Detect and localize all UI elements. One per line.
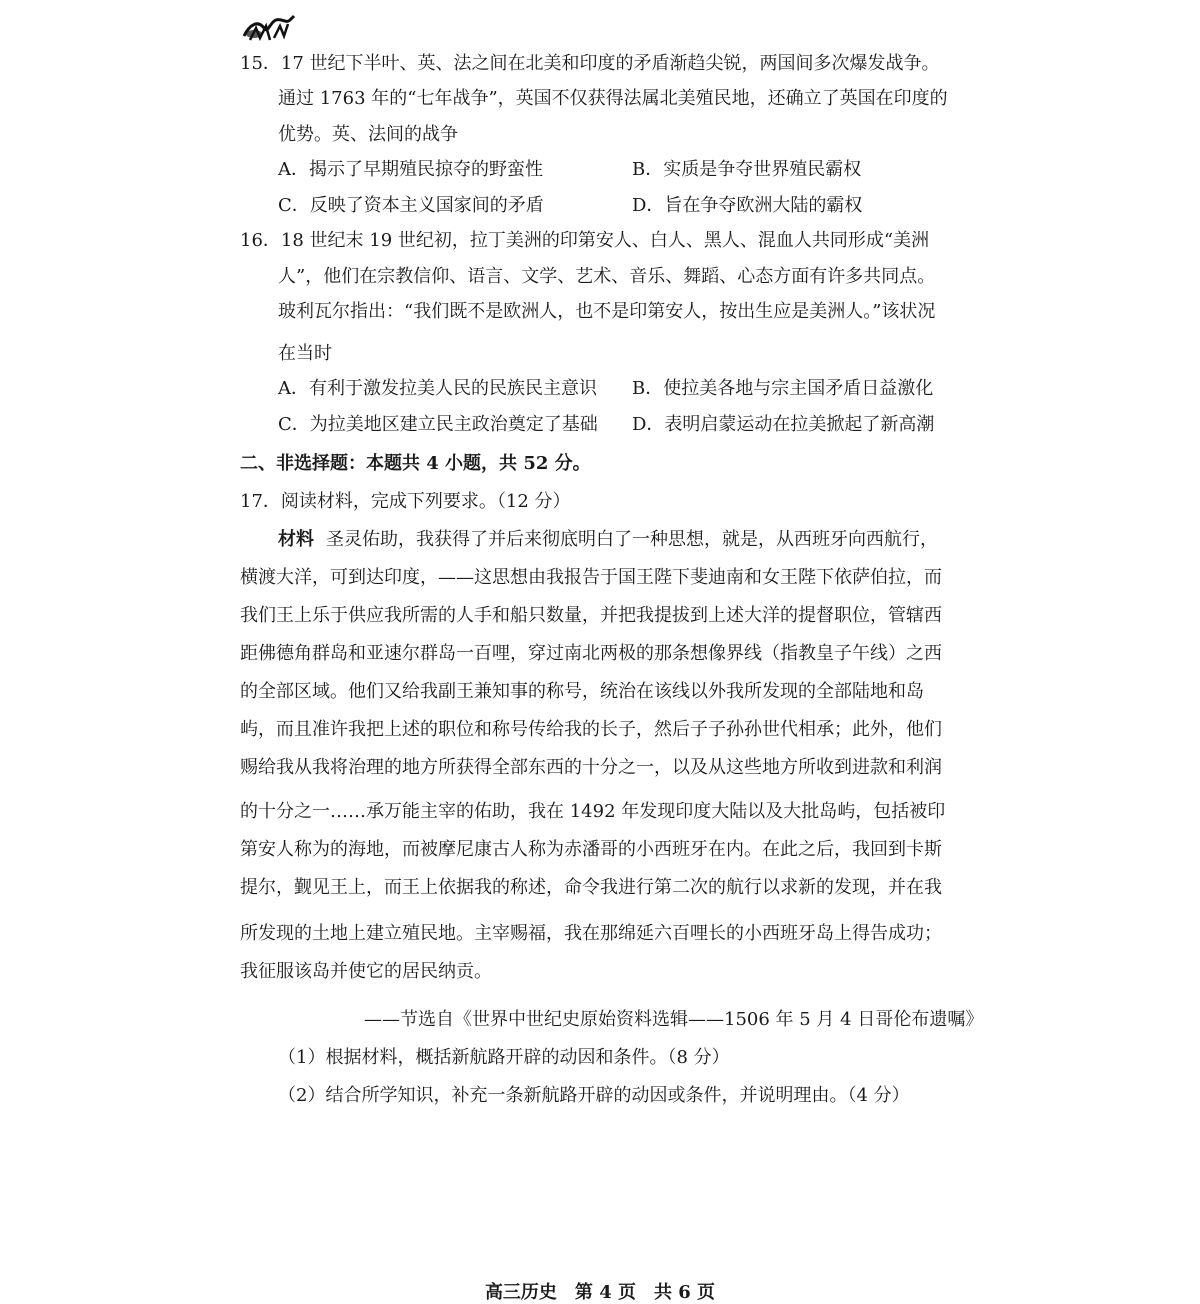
publisher-logo [240, 10, 298, 44]
material-line-6: 屿，而且准许我把上述的职位和称号传给我的长子，然后子子孙孙世代相承；此外，他们 [240, 719, 942, 740]
material-line-2: 横渡大洋，可到达印度，——这思想由我报告于国王陛下斐迪南和女王陛下依萨伯拉，而 [240, 567, 942, 588]
q15-option-a: A．揭示了早期殖民掠夺的野蛮性 [278, 159, 543, 180]
section-heading: 二、非选择题：本题共 4 小题，共 52 分。 [240, 453, 591, 474]
q17-sub-question-1: （1）根据材料，概括新航路开辟的动因和条件。（8 分） [278, 1047, 730, 1068]
q16-option-c: C．为拉美地区建立民主政治奠定了基础 [278, 414, 598, 435]
q15-option-c: C．反映了资本主义国家间的矛盾 [278, 195, 544, 216]
page-footer: 高三历史 第 4 页 共 6 页 [484, 1282, 716, 1303]
q16-stem-line-3: 玻利瓦尔指出：“我们既不是欧洲人，也不是印第安人，按出生应是美洲人。”该状况 [278, 301, 936, 322]
q15-option-d: D．旨在争夺欧洲大陆的霸权 [632, 195, 863, 216]
material-line-10: 提尔，觐见王上，而王上依据我的称述，命令我进行第二次的航行以求新的发现，并在我 [240, 877, 942, 898]
q16-option-b: B．使拉美各地与宗主国矛盾日益激化 [632, 378, 934, 399]
material-text-1: 圣灵佑助，我获得了并后来彻底明白了一种思想，就是，从西班牙向西航行， [326, 529, 938, 550]
material-line-8: 的十分之一……承万能主宰的佑助，我在 1492 年发现印度大陆以及大批岛屿，包括被印 [240, 801, 946, 822]
q16-stem-line-2: 人”，他们在宗教信仰、语言、文学、艺术、音乐、舞蹈、心态方面有许多共同点。 [278, 266, 936, 287]
q16-stem-line-1: 16．18 世纪末 19 世纪初，拉丁美洲的印第安人、白人、黑人、混血人共同形成“美洲 [240, 230, 930, 251]
material-line-11: 所发现的土地上建立殖民地。主宰赐福，我在那绵延六百哩长的小西班牙岛上得告成功； [240, 923, 942, 944]
q16-option-a: A．有利于激发拉美人民的民族民主意识 [278, 378, 597, 399]
material-line-9: 第安人称为的海地，而被摩尼康古人称为赤潘哥的小西班牙在内。在此之后，我回到卡斯 [240, 839, 942, 860]
q15-stem-line-2: 通过 1763 年的“七年战争”，英国不仅获得法属北美殖民地，还确立了英国在印度的 [278, 88, 948, 109]
q17-sub-question-2: （2）结合所学知识，补充一条新航路开辟的动因或条件，并说明理由。（4 分） [278, 1085, 910, 1106]
material-line-7: 赐给我从我将治理的地方所获得全部东西的十分之一，以及从这些地方所收到进款和利润 [240, 757, 942, 778]
material-line-12: 我征服该岛并使它的居民纳贡。 [240, 961, 492, 982]
q15-stem-line-3: 优势。英、法间的战争 [278, 124, 458, 145]
material-source: ——节选自《世界中世纪史原始资料选辑——1506 年 5 月 4 日哥伦布遗嘱》 [364, 1009, 984, 1030]
material-line-4: 距佛德角群岛和亚速尔群岛一百哩，穿过南北两极的那条想像界线（指教皇子午线）之西 [240, 643, 942, 664]
q16-stem-line-4: 在当时 [278, 343, 332, 364]
material-label: 材料 [278, 529, 314, 550]
q15-option-b: B．实质是争夺世界殖民霸权 [632, 159, 862, 180]
material-line-5: 的全部区域。他们又给我副王兼知事的称号，统治在该线以外我所发现的全部陆地和岛 [240, 681, 924, 702]
material-line-1 [240, 528, 938, 552]
q15-stem-line-1: 15．17 世纪下半叶、英、法之间在北美和印度的矛盾渐趋尖锐，两国间多次爆发战争。 [240, 53, 940, 74]
q16-option-d: D．表明启蒙运动在拉美掀起了新高潮 [632, 414, 935, 435]
material-line-3: 我们王上乐于供应我所需的人手和船只数量，并把我提拔到上述大洋的提督职位，管辖西 [240, 605, 942, 626]
q17-stem: 17．阅读材料，完成下列要求。（12 分） [240, 491, 571, 512]
